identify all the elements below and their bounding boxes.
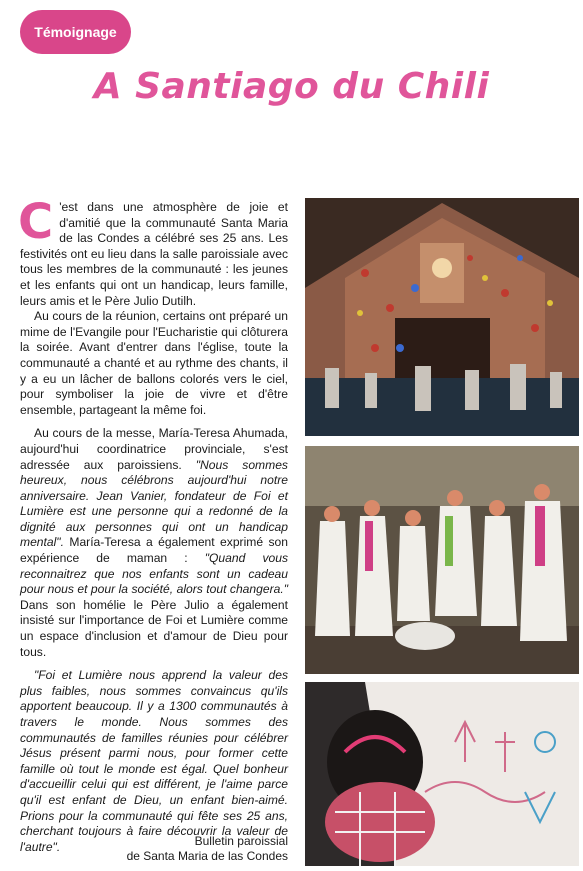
paragraph-3-quote-2: "Quand vous reconnaitrez que nos enfants sont un cadeau pour nous et pour la société, alors tout changera." — [20, 551, 288, 597]
photo-church-balloons — [305, 198, 579, 436]
section-badge: Témoignage — [20, 10, 131, 54]
article-body — [18, 194, 288, 855]
drop-cap: C — [18, 194, 54, 250]
paragraph-1-text: 'est dans une atmosphère de joie et d'amitié que la communauté Santa Maria de las Condes a célébré ses 25 ans. Les festivités ont eu lieu dans la salle paroissiale avec tous les membres de la communauté : les jeunes et les enfants qui ont un handicap, leurs famille, leurs amis et le Père Julio Dutilh. — [20, 200, 288, 308]
page-title: A Santiago du Chili — [93, 66, 490, 107]
photo-mime-white-robes — [305, 446, 579, 674]
paragraph-3-quote: "Nous sommes heureux, nous célébrons aujourd'hui notre anniversaire. Jean Vanier, fondateur de Foi et Lumière est une personne qui a redonné de la dignité aux personnes qui ont un handicap mental". — [20, 457, 288, 550]
article-paragraph-1 — [18, 194, 288, 309]
photo-child-drawing — [305, 682, 579, 866]
paragraph-3-intro: Au cours de la messe, María-Teresa Ahumada, aujourd'hui coordinatrice provinciale, s'est adressée aux paroissiens. — [20, 426, 288, 472]
article-paragraph-2: Au cours de la réunion, certains ont préparé un mime de l'Evangile pour l'Eucharistie qui clôturera la soirée. Avant d'entrer dans l'église, toute la communauté a chanté et au rythme des chants, il y a eu un lâcher de ballons colorés vers le ciel, pour symboliser la joie de vivre et d'être ensemble, partageant la même foi. — [20, 309, 288, 417]
source-line-2: de Santa Maria de las Condes — [126, 849, 288, 863]
paragraph-3-end: Dans son homélie le Père Julio a également insisté sur l'importance de Foi et Lumière comme un espace d'inclusion et d'amour de Dieu pour tous. — [20, 597, 288, 659]
article-paragraph-3 — [20, 426, 288, 660]
article-source — [127, 834, 288, 864]
source-line-1: Bulletin paroissial — [194, 834, 288, 848]
paragraph-3-mid: María-Teresa a également exprimé son expérience de maman : — [20, 535, 288, 566]
article-paragraph-4: "Foi et Lumière nous apprend la valeur des plus faibles, nous sommes convaincus qu'ils apportent beaucoup. Il y a 1300 communautés à travers le monde. Nous sommes des communautés de familles réunies pour célébrer Jésus présent parmi nous, pour former cette famille où tout le monde est égal. Quel bonheur d'accueillir celui qui est différent, je l'aime parce qu'il est enfant de Dieu, un enfant bien-aimé. Prions pour la communauté qui fête ses 25 ans, cherchant toujours à faire découvrir la valeur de l'autre". — [20, 668, 288, 854]
